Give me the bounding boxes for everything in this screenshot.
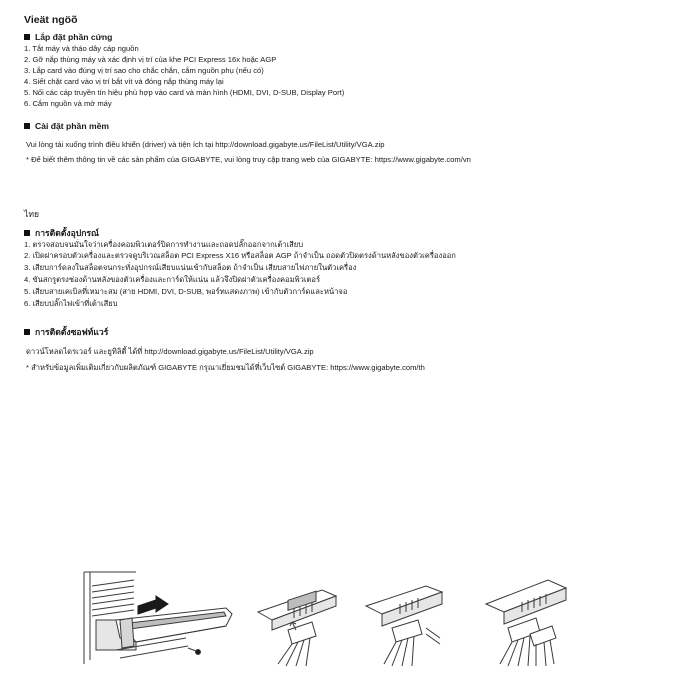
th-software-heading: [24, 325, 108, 339]
vn-hardware-step-1: 1. Tắt máy và tháo dây cáp nguồn: [24, 44, 139, 53]
vn-hardware-step-5: 5. Nối các cáp truyền tín hiệu phù hợp vào card và màn hình (HDMI, DVI, D-SUB, Display Port): [24, 88, 345, 97]
th-hardware-step-1: 1. ตรวจสอบจนมั่นใจว่าเครื่องคอมพิวเตอร์ปิดการทำงานและถอดปลั๊กออกจากเต้าเสียบ: [24, 240, 304, 249]
power-connector-illustration-1: [252, 578, 342, 668]
vn-hardware-step-6: 6. Cắm nguồn và mở máy: [24, 99, 112, 108]
th-hardware-step-4: 4. ขันสกรูตรงช่องด้านหลังของตัวเครื่องและการ์ดให้แน่น แล้วจึงปิดฝาตัวเครื่องคอมพิวเตอร์: [24, 275, 321, 284]
th-hardware-step-5: 5. เสียบสายเคเบิลที่เหมาะสม (สาย HDMI, DVI, D-SUB, พอร์ทแสดงภาพ) เข้ากับตัวการ์ดและหน้าจอ: [24, 287, 348, 296]
th-software-note: * สำหรับข้อมูลเพิ่มเติมเกี่ยวกับผลิตภัณฑ์ GIGABYTE กรุณาเยี่ยมชมได้ที่เว็บไซต์ GIGABYTE: https://www.gigabyte.com/th: [26, 363, 425, 372]
vn-software-heading: [24, 121, 109, 131]
thai-language-title: ไทย: [24, 209, 40, 219]
th-hardware-step-3: 3. เสียบการ์ดลงในสล็อตจนกระทั่งอุปกรณ์เสียบแน่นเข้ากับสล็อต ถ้าจำเป็น เสียบสายไฟภายในตัวเครื่อง: [24, 263, 357, 272]
card-installation-illustration: [76, 568, 236, 668]
th-software-download-text: ดาวน์โหลดไดรเวอร์ และยูทิลิตี้ ได้ที่ http://download.gigabyte.us/FileList/Utility/VGA.zip: [26, 347, 314, 356]
power-connector-illustration-2: [360, 578, 450, 668]
section-square-icon: [24, 230, 30, 236]
vietnamese-language-title: Vieät ngöõ: [24, 14, 78, 26]
th-hardware-step-2: 2. เปิดฝาครอบตัวเครื่องและตรวจดูบริเวณสล็อต PCI Express X16 หรือสล็อต AGP ถ้าจำเป็น ถอดตัวปิดตรงด้านหลังของตัวเครื่องออก: [24, 251, 456, 260]
th-software-heading-text: การติดตั้งซอฟท์แวร์: [35, 327, 109, 337]
vn-hardware-step-3: 3. Lắp card vào đúng vị trí sao cho chắc chắn, cắm nguồn phụ (nếu có): [24, 66, 264, 75]
vn-software-download-text: Vui lòng tải xuống trình điều khiển (driver) và tiện ích tại http://download.gigabyte.us/FileList/Utility/VGA.zip: [26, 140, 385, 149]
vn-hardware-heading-text: Lắp đặt phần cứng: [35, 32, 113, 42]
section-square-icon: [24, 34, 30, 40]
th-hardware-step-6: 6. เสียบปลั๊กไฟเข้าที่เต้าเสียบ: [24, 299, 118, 308]
power-connector-illustration-3: [478, 572, 572, 668]
section-square-icon: [24, 329, 30, 335]
vn-hardware-step-4: 4. Siết chặt card vào vị trí bắt vít và đóng nắp thùng máy lại: [24, 77, 224, 86]
th-hardware-heading: [24, 226, 99, 240]
vn-hardware-heading: [24, 32, 112, 42]
th-hardware-heading-text: การติดตั้งอุปกรณ์: [35, 228, 99, 238]
vn-software-note: * Để biết thêm thông tin về các sản phẩm của GIGABYTE, vui lòng truy cập trang web của GIGABYTE: https://www.gigabyte.com/vn: [26, 155, 471, 164]
vn-software-heading-text: Cài đặt phần mềm: [35, 121, 110, 131]
vn-hardware-step-2: 2. Gỡ nắp thùng máy và xác định vị trí của khe PCI Express 16x hoặc AGP: [24, 55, 277, 64]
section-square-icon: [24, 123, 30, 129]
